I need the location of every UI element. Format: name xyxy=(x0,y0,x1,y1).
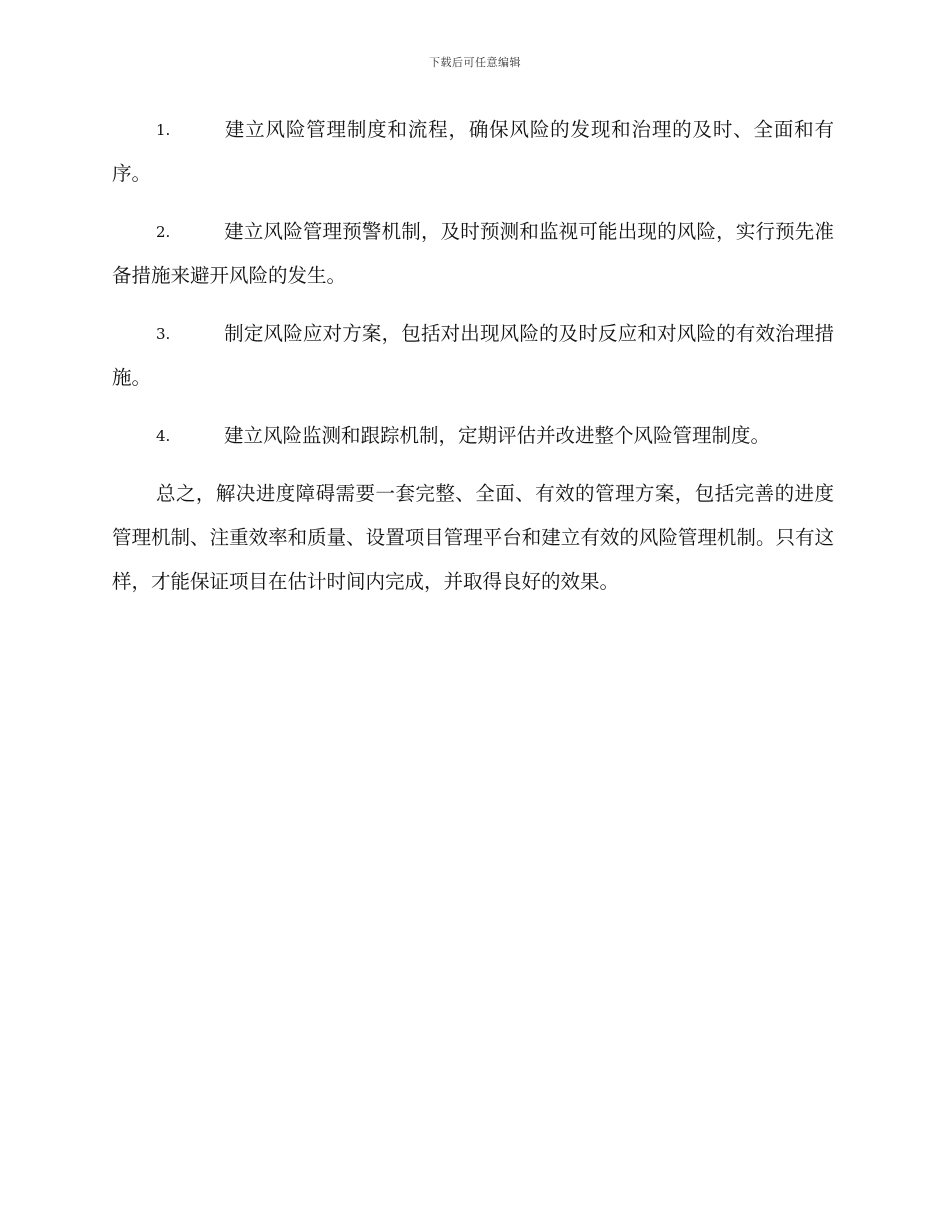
list-item-number: 2. xyxy=(156,223,171,241)
list-item xyxy=(112,210,834,298)
list-item-text: 建立风险管理制度和流程，确保风险的发现和治理的及时、全面和有序。 xyxy=(112,118,834,185)
page-header: 下载后可任意编辑 xyxy=(429,56,521,69)
list-item-number: 3. xyxy=(156,325,171,343)
list-item-text: 建立风险管理预警机制，及时预测和监视可能出现的风险，实行预先准备措施来避开风险的发生。 xyxy=(112,220,834,287)
summary-paragraph: 总之，解决进度障碍需要一套完整、全面、有效的管理方案，包括完善的进度管理机制、注重效率和质量、设置项目管理平台和建立有效的风险管理机制。只有这样，才能保证项目在估计时间内完成，并取得良好的效果。 xyxy=(112,482,834,593)
list-item-text: 建立风险监测和跟踪机制，定期评估并改进整个风险管理制度。 xyxy=(224,424,771,447)
list-item xyxy=(112,312,834,400)
list-item xyxy=(112,108,834,196)
list-item xyxy=(112,414,834,458)
list-item-number: 4. xyxy=(156,427,171,445)
list-item-text: 制定风险应对方案，包括对出现风险的及时反应和对风险的有效治理措施。 xyxy=(112,322,834,389)
list-item-number: 1. xyxy=(156,121,171,139)
document-body xyxy=(112,108,834,604)
